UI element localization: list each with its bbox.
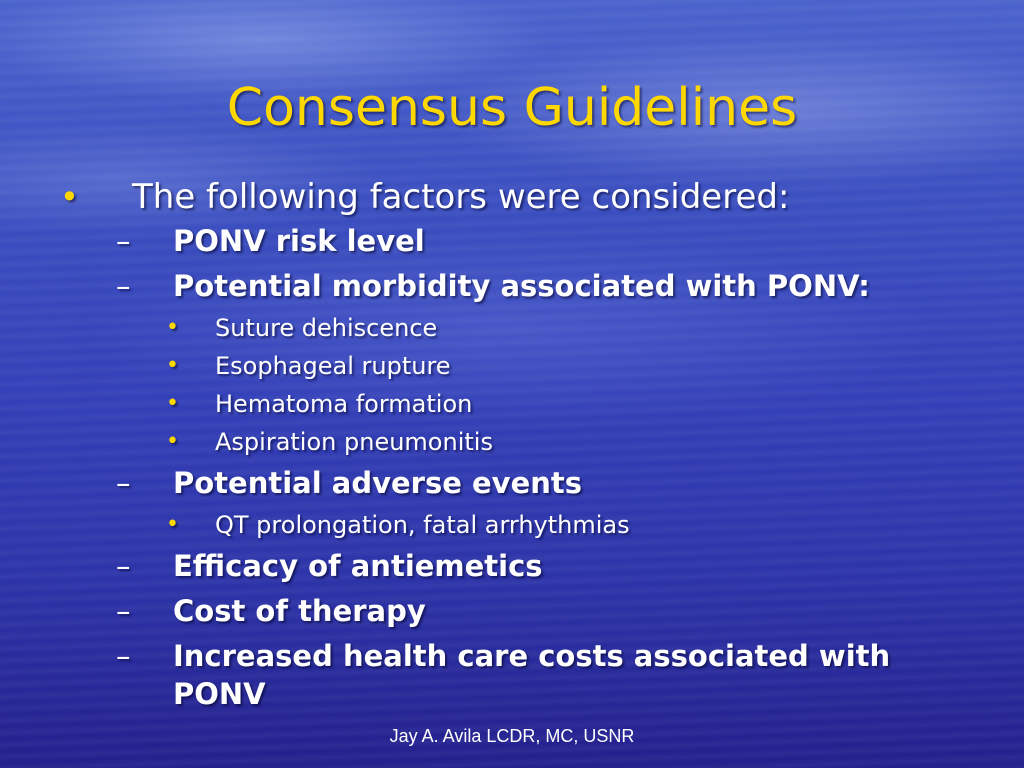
item-text: Hematoma formation: [215, 390, 473, 418]
factor-risk-level: [0, 222, 1024, 260]
factor-label: Cost of therapy: [173, 594, 426, 628]
dash-icon: –: [116, 639, 131, 673]
adverse-event-item: [0, 509, 1024, 541]
factor-health-costs: [0, 637, 1024, 713]
factor-morbidity: [0, 267, 1024, 305]
factor-label: Potential morbidity associated with PONV:: [173, 269, 870, 303]
dash-icon: –: [116, 224, 131, 258]
bullet-icon: •: [166, 512, 179, 537]
bullet-icon: •: [60, 178, 79, 216]
intro-text: The following factors were considered:: [132, 177, 790, 217]
item-text: QT prolongation, fatal arrhythmias: [215, 511, 630, 539]
morbidity-item: [0, 312, 1024, 344]
item-text: Aspiration pneumonitis: [215, 428, 493, 456]
bullet-icon: •: [166, 353, 179, 378]
dash-icon: –: [116, 549, 131, 583]
morbidity-item: [0, 426, 1024, 458]
dash-icon: –: [116, 466, 131, 500]
dash-icon: –: [116, 269, 131, 303]
factor-label-line-2: PONV: [173, 677, 266, 711]
factor-label: Efficacy of antiemetics: [173, 549, 543, 583]
factor-adverse-events: [0, 464, 1024, 502]
bullet-icon: •: [166, 429, 179, 454]
slide-footer: Jay A. Avila LCDR, MC, USNR: [389, 726, 635, 746]
slide-content: [0, 172, 1024, 720]
morbidity-item: [0, 388, 1024, 420]
item-text: Esophageal rupture: [215, 352, 451, 380]
factor-label: PONV risk level: [173, 224, 425, 258]
factor-efficacy: [0, 547, 1024, 585]
factor-label-line-1: Increased health care costs associated with: [173, 639, 891, 673]
intro-bullet: [0, 172, 1024, 222]
dash-icon: –: [116, 594, 131, 628]
factor-label: Potential adverse events: [173, 466, 583, 500]
slide-title: Consensus Guidelines: [226, 78, 798, 138]
item-text: Suture dehiscence: [215, 314, 438, 342]
bullet-icon: •: [166, 391, 179, 416]
bullet-icon: •: [166, 315, 179, 340]
morbidity-item: [0, 350, 1024, 382]
factor-cost: [0, 592, 1024, 630]
